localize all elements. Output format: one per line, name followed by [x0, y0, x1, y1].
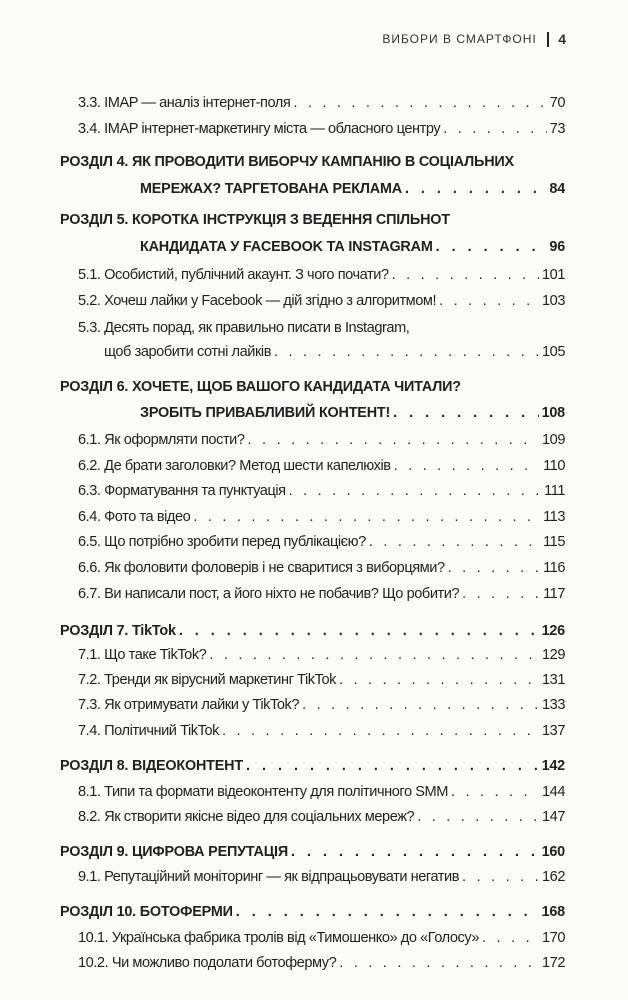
entry-title: 6.4. Фото та відео: [78, 509, 191, 525]
entry-page-number: 172: [542, 955, 565, 971]
book-title: ВИБОРИ В СМАРТФОНІ: [382, 32, 537, 46]
toc-chapter-entry: [140, 179, 565, 199]
entry-page-number: 147: [542, 809, 565, 825]
toc-section-entry: [78, 119, 565, 139]
dot-leader: [209, 645, 539, 665]
entry-page-number: 170: [542, 930, 565, 946]
toc-section-entry: [78, 928, 565, 948]
entry-title: 6.6. Як фоловити фоловерів і не сваритися з виборцями?: [78, 560, 445, 576]
entry-page-number: 110: [543, 458, 565, 474]
dot-leader: [482, 928, 539, 948]
toc-section-entry: [78, 867, 565, 887]
entry-title: РОЗДІЛ 10. БОТОФЕРМИ: [60, 904, 233, 920]
entry-page-number: 129: [542, 647, 565, 663]
entry-page-number: 109: [542, 432, 565, 448]
toc-section-entry: [78, 265, 565, 285]
toc-section-entry: [78, 507, 565, 527]
entry-title: ЗРОБІТЬ ПРИВАБЛИВИЙ КОНТЕНТ!: [140, 405, 391, 421]
dot-leader: [417, 807, 539, 827]
entry-title: 6.5. Що потрібно зробити перед публікацією?: [78, 534, 366, 550]
entry-page-number: 115: [543, 534, 565, 550]
entry-title: 7.3. Як отримувати лайки у TikTok?: [78, 697, 300, 713]
entry-title: 5.3. Десять порад, як правильно писати в Instagram,: [78, 320, 410, 336]
toc-chapter-entry: [60, 842, 565, 862]
dot-leader: [289, 481, 542, 501]
dot-leader: [369, 532, 540, 552]
toc-section-entry: [78, 93, 565, 113]
toc-section-entry: [78, 430, 565, 450]
entry-title: щоб заробити сотні лайків: [104, 344, 272, 360]
toc-section-entry: [78, 645, 565, 665]
entry-page-number: 108: [541, 405, 565, 421]
entry-page-number: 133: [542, 697, 565, 713]
entry-title: РОЗДІЛ 5. КОРОТКА ІНСТРУКЦІЯ З ВЕДЕННЯ СПІЛЬНОТ: [60, 212, 450, 228]
dot-leader: [393, 403, 538, 423]
dot-leader: [392, 265, 539, 285]
entry-page-number: 168: [541, 904, 565, 920]
toc-section-entry: [78, 456, 565, 476]
entry-title: 3.4. IMAP інтернет-маркетингу міста — обласного центру: [78, 121, 441, 137]
entry-page-number: 103: [542, 293, 565, 309]
entry-page-number: 162: [542, 869, 565, 885]
entry-page-number: 137: [542, 723, 565, 739]
dot-leader: [339, 670, 539, 690]
dot-leader: [248, 430, 539, 450]
entry-page-number: 142: [541, 758, 565, 774]
toc-section-entry: [78, 807, 565, 827]
dot-leader: [293, 93, 546, 113]
dot-leader: [193, 507, 540, 527]
dot-leader: [246, 756, 539, 776]
toc-chapter-entry: [60, 210, 565, 230]
dot-leader: [236, 902, 539, 922]
toc-chapter-entry: [60, 152, 565, 172]
entry-title: РОЗДІЛ 7. TikTok: [60, 623, 176, 639]
entry-page-number: 73: [549, 121, 565, 137]
entry-page-number: 131: [542, 672, 565, 688]
toc-section-entry: [78, 953, 565, 973]
page-number: 4: [558, 31, 566, 47]
toc-section-entry: [78, 481, 565, 501]
toc-section-entry: [78, 318, 565, 338]
entry-title: 6.1. Як оформляти пости?: [78, 432, 245, 448]
entry-title: РОЗДІЛ 9. ЦИФРОВА РЕПУТАЦІЯ: [60, 844, 288, 860]
toc-chapter-entry: [60, 902, 565, 922]
dot-leader: [448, 558, 540, 578]
entry-title: 6.3. Форматування та пунктуація: [78, 483, 286, 499]
entry-page-number: 116: [543, 560, 565, 576]
dot-leader: [443, 119, 546, 139]
entry-title: МЕРЕЖАХ? ТАРГЕТОВАНА РЕКЛАМА: [140, 181, 402, 197]
entry-title: 8.1. Типи та формати відеоконтенту для політичного SMM: [78, 784, 448, 800]
entry-page-number: 117: [543, 586, 565, 602]
entry-title: 9.1. Репутаційний моніторинг — як відпрацьовувати негатив: [78, 869, 460, 885]
toc-chapter-entry: [140, 403, 565, 423]
entry-title: 10.1. Українська фабрика тролів від «Тимошенко» до «Голосу»: [78, 930, 480, 946]
dot-leader: [291, 842, 539, 862]
entry-page-number: 160: [541, 844, 565, 860]
entry-title: 8.2. Як створити якісне відео для соціальних мереж?: [78, 809, 415, 825]
entry-page-number: 144: [542, 784, 565, 800]
entry-page-number: 84: [549, 181, 565, 197]
dot-leader: [405, 179, 546, 199]
entry-title: 7.2. Тренди як вірусний маркетинг TikTok: [78, 672, 336, 688]
entry-page-number: 96: [549, 239, 565, 255]
dot-leader: [462, 584, 540, 604]
dot-leader: [179, 621, 539, 641]
entry-page-number: 113: [543, 509, 565, 525]
header-divider: [547, 32, 550, 47]
dot-leader: [462, 867, 539, 887]
entry-title: КАНДИДАТА У FACEBOOK ТА INSTAGRAM: [140, 239, 433, 255]
dot-leader: [394, 456, 541, 476]
entry-title: 7.4. Політичний TikTok: [78, 723, 220, 739]
dot-leader: [436, 237, 547, 257]
toc-chapter-entry: [140, 237, 565, 257]
toc-section-entry: [78, 782, 565, 802]
toc-section-entry: [78, 558, 565, 578]
toc-section-entry: [78, 584, 565, 604]
dot-leader: [339, 953, 539, 973]
toc-section-entry: [78, 532, 565, 552]
toc-chapter-entry: [60, 621, 565, 641]
running-header: [382, 31, 566, 47]
entry-page-number: 105: [542, 344, 565, 360]
entry-title: 10.2. Чи можливо подолати ботоферму?: [78, 955, 337, 971]
entry-title: 5.1. Особистий, публічний акаунт. З чого почати?: [78, 267, 389, 283]
dot-leader: [451, 782, 539, 802]
toc-chapter-entry: [60, 377, 565, 397]
entry-title: РОЗДІЛ 8. ВІДЕОКОНТЕНТ: [60, 758, 243, 774]
toc-section-entry: [104, 342, 565, 362]
dot-leader: [274, 342, 539, 362]
dot-leader: [302, 695, 539, 715]
toc-section-entry: [78, 695, 565, 715]
entry-title: РОЗДІЛ 6. ХОЧЕТЕ, ЩОБ ВАШОГО КАНДИДАТА ЧИТАЛИ?: [60, 379, 461, 395]
entry-page-number: 70: [549, 95, 565, 111]
entry-title: 7.1. Що таке TikTok?: [78, 647, 207, 663]
entry-title: 6.2. Де брати заголовки? Метод шести капелюхів: [78, 458, 391, 474]
entry-title: РОЗДІЛ 4. ЯК ПРОВОДИТИ ВИБОРЧУ КАМПАНІЮ В СОЦІАЛЬНИХ: [60, 154, 514, 170]
entry-title: 3.3. IMAP — аналіз інтернет-поля: [78, 95, 291, 111]
toc-section-entry: [78, 670, 565, 690]
entry-page-number: 101: [542, 267, 565, 283]
dot-leader: [222, 721, 539, 741]
toc-section-entry: [78, 721, 565, 741]
toc-section-entry: [78, 291, 565, 311]
dot-leader: [439, 291, 539, 311]
entry-page-number: 126: [541, 623, 565, 639]
entry-title: 6.7. Ви написали пост, а його ніхто не побачив? Що робити?: [78, 586, 460, 602]
entry-page-number: 111: [544, 483, 565, 499]
entry-title: 5.2. Хочеш лайки у Facebook — дій згідно з алгоритмом!: [78, 293, 437, 309]
toc-chapter-entry: [60, 756, 565, 776]
